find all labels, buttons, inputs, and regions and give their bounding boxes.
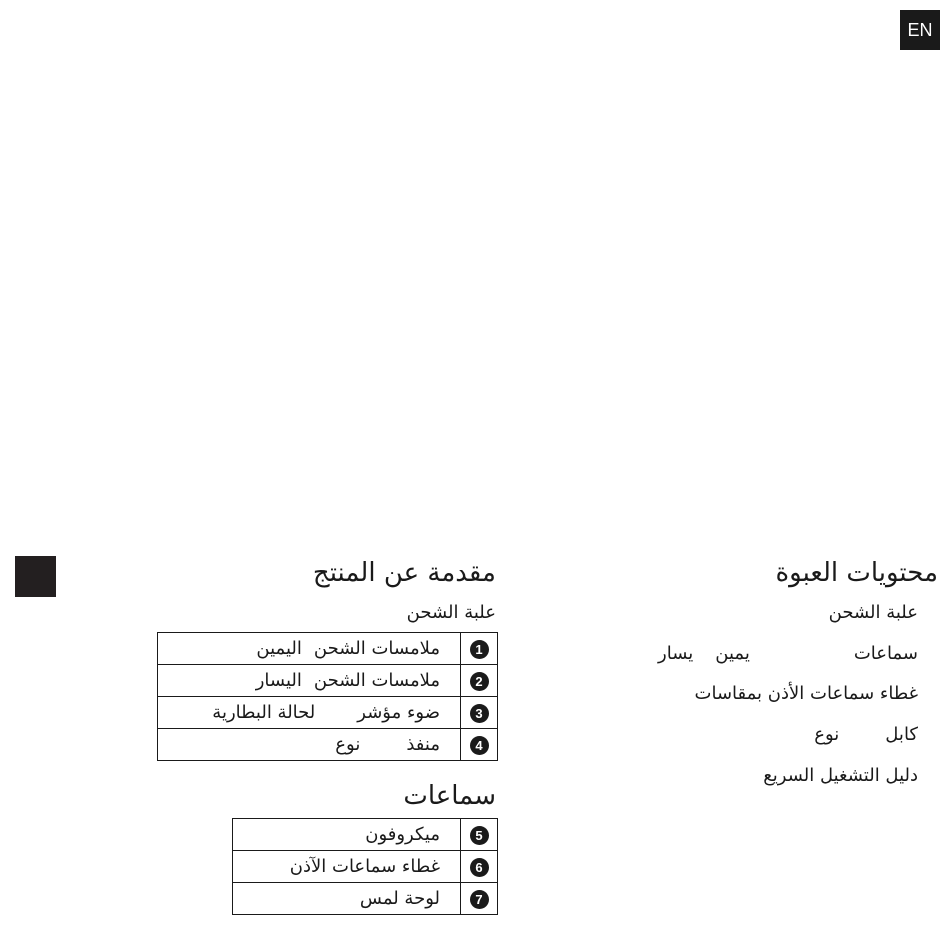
list-item xyxy=(695,681,918,707)
earbuds-parts-table xyxy=(232,818,498,915)
part-number-badge: 6 xyxy=(470,858,489,877)
table-row xyxy=(233,883,498,915)
contents-item-label: علبة الشحن xyxy=(828,602,918,623)
part-label: ملامسات الشحن xyxy=(313,638,440,659)
contents-item-qualifier: نوع xyxy=(814,724,840,745)
part-label: لوحة لمس xyxy=(359,888,440,909)
part-label: منفذ xyxy=(406,734,440,755)
part-number-cell xyxy=(461,883,498,915)
part-label-qualifier: نوع xyxy=(335,734,361,755)
part-label-cell xyxy=(158,633,461,665)
part-label-cell xyxy=(233,851,461,883)
part-number-badge: 1 xyxy=(470,640,489,659)
contents-item-label: دليل التشغيل السريع xyxy=(763,765,918,786)
part-number-badge: 7 xyxy=(470,890,489,909)
list-item xyxy=(814,722,918,748)
part-label-cell xyxy=(158,697,461,729)
part-number-cell xyxy=(461,633,498,665)
product-intro-title: مقدمة عن المنتج xyxy=(312,558,496,588)
list-item xyxy=(763,763,918,789)
part-label: ملامسات الشحن xyxy=(313,670,440,691)
part-label: ضوء مؤشر xyxy=(357,702,440,723)
contents-item-qualifier: يمين xyxy=(715,643,750,664)
part-number-cell xyxy=(461,819,498,851)
part-number-badge: 2 xyxy=(470,672,489,691)
charging-case-subtitle: علبة الشحن xyxy=(406,602,496,623)
part-number-badge: 4 xyxy=(470,736,489,755)
list-item xyxy=(829,600,918,626)
contents-item-label: كابل xyxy=(885,724,918,745)
part-label-cell xyxy=(233,819,461,851)
part-label: ميكروفون xyxy=(365,824,440,845)
part-number-cell xyxy=(461,697,498,729)
page-marker xyxy=(15,556,56,597)
list-item xyxy=(658,641,918,667)
part-label-cell xyxy=(158,729,461,761)
contents-item-qualifier: يسار xyxy=(658,643,694,664)
table-row xyxy=(158,633,498,665)
part-number-cell xyxy=(461,851,498,883)
part-label-qualifier: اليسار xyxy=(255,670,302,691)
table-row xyxy=(233,819,498,851)
table-row xyxy=(158,729,498,761)
part-label: غطاء سماعات الآذن xyxy=(289,856,440,877)
part-number-cell xyxy=(461,665,498,697)
table-row xyxy=(233,851,498,883)
contents-item-label: سماعات xyxy=(853,643,918,664)
part-number-badge: 3 xyxy=(470,704,489,723)
contents-item-label: غطاء سماعات الأذن بمقاسات xyxy=(694,683,918,704)
part-label-qualifier: اليمين xyxy=(256,638,302,659)
part-label-cell xyxy=(158,665,461,697)
part-number-badge: 5 xyxy=(470,826,489,845)
package-contents-title: محتويات العبوة xyxy=(775,558,938,588)
earbuds-subtitle: سماعات xyxy=(403,781,496,811)
language-badge[interactable]: EN xyxy=(900,10,940,50)
part-number-cell xyxy=(461,729,498,761)
table-row xyxy=(158,665,498,697)
table-row xyxy=(158,697,498,729)
part-label-qualifier: لحالة البطارية xyxy=(212,702,316,723)
charging-case-parts-table xyxy=(157,632,498,761)
part-label-cell xyxy=(233,883,461,915)
